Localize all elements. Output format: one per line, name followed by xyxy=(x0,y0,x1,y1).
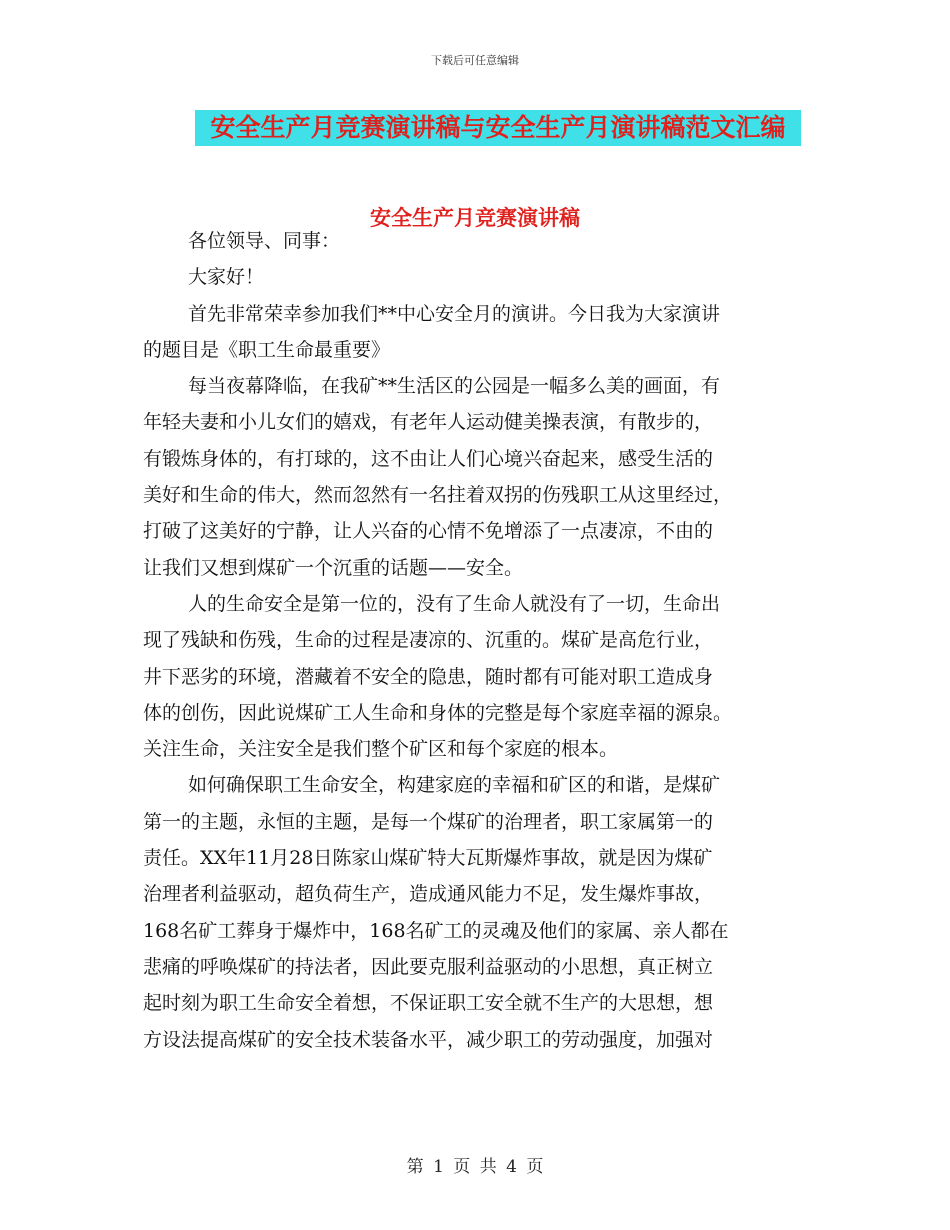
paragraph-line: 关注生命，关注安全是我们整个矿区和每个家庭的根本。 xyxy=(143,738,619,761)
paragraph-line: 年轻夫妻和小儿女们的嬉戏，有老年人运动健美操表演，有散步的， xyxy=(143,411,714,434)
paragraph-line: 现了残缺和伤残，生命的过程是凄凉的、沉重的。煤矿是高危行业， xyxy=(143,629,714,652)
document-title: 安全生产月竞赛演讲稿与安全生产月演讲稿范文汇编 xyxy=(195,110,801,146)
paragraph-line: 责任。XX年11月28日陈家山煤矿特大瓦斯爆炸事故，就是因为煤矿 xyxy=(143,847,713,870)
paragraph-line: 打破了这美好的宁静，让人兴奋的心情不免增添了一点凄凉，不由的 xyxy=(143,520,714,543)
paragraph-line: 第一的主题，永恒的主题，是每一个煤矿的治理者，职工家属第一的 xyxy=(143,810,714,833)
paragraph-line: 让我们又想到煤矿一个沉重的话题——安全。 xyxy=(143,556,524,579)
speech-body xyxy=(143,223,808,1058)
section-title: 安全生产月竞赛演讲稿 xyxy=(370,205,580,230)
paragraph-line: 方设法提高煤矿的安全技术装备水平，减少职工的劳动强度，加强对 xyxy=(143,1028,714,1051)
paragraph-line: 井下恶劣的环境，潜藏着不安全的隐患，随时都有可能对职工造成身 xyxy=(143,665,714,688)
paragraph-line: 起时刻为职工生命安全着想，不保证职工安全就不生产的大思想，想 xyxy=(143,992,714,1015)
paragraph-line: 每当夜幕降临，在我矿**生活区的公园是一幅多么美的画面，有 xyxy=(188,375,721,398)
greeting-line: 各位领导、同事： xyxy=(188,230,341,252)
paragraph-line: 有锻炼身体的，有打球的，这不由让人们心境兴奋起来，感受生活的 xyxy=(143,447,714,470)
page-number: 第 1 页 共 4 页 xyxy=(406,1157,544,1177)
paragraph-line: 美好和生命的伟大，然而忽然有一名拄着双拐的伤残职工从这里经过， xyxy=(143,484,733,507)
paragraph-line: 首先非常荣幸参加我们**中心安全月的演讲。今日我为大家演讲 xyxy=(188,302,721,325)
hello-line: 大家好！ xyxy=(188,266,265,289)
paragraph-line: 人的生命安全是第一位的，没有了生命人就没有了一切，生命出 xyxy=(188,592,721,615)
paragraph-line: 168名矿工葬身于爆炸中，168名矿工的灵魂及他们的家属、亲人都在 xyxy=(143,919,729,942)
header-note: 下载后可任意编辑 xyxy=(431,54,519,67)
paragraph-line: 治理者利益驱动，超负荷生产，造成通风能力不足，发生爆炸事故， xyxy=(143,883,714,906)
paragraph-line: 如何确保职工生命安全，构建家庭的幸福和矿区的和谐，是煤矿 xyxy=(188,774,721,797)
paragraph-line: 的题目是《职工生命最重要》 xyxy=(143,338,391,361)
paragraph-line: 体的创伤，因此说煤矿工人生命和身体的完整是每个家庭幸福的源泉。 xyxy=(143,701,733,724)
paragraph-line: 悲痛的呼唤煤矿的持法者，因此要克服利益驱动的小思想，真正树立 xyxy=(143,955,714,978)
